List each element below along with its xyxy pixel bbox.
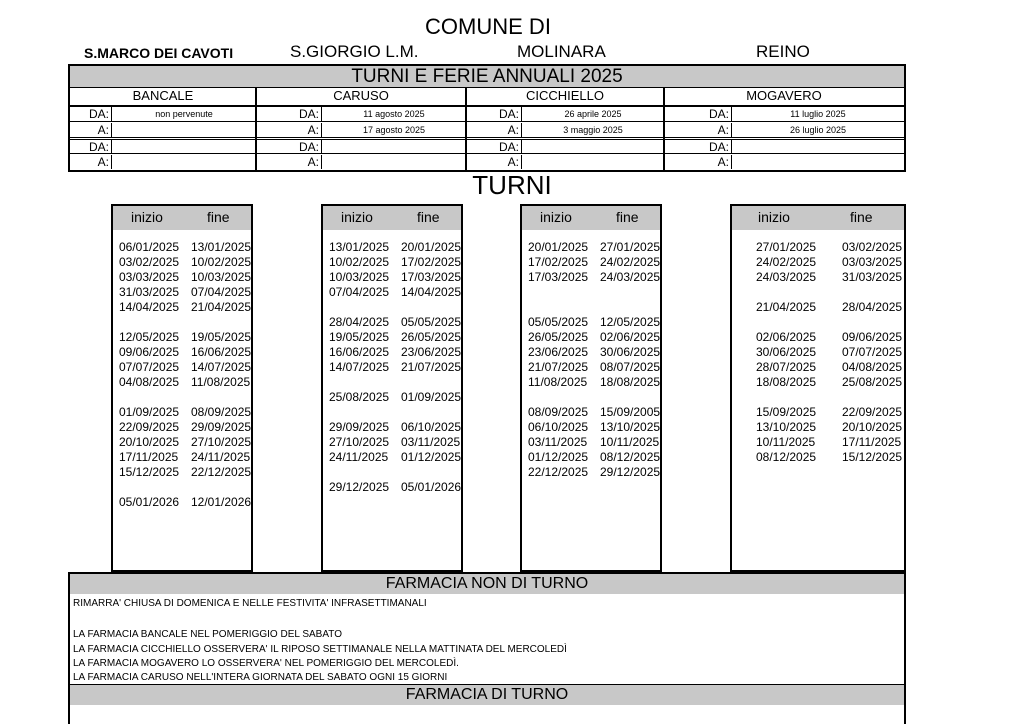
shift-end-date: 27/10/2025 — [191, 435, 252, 449]
ferie-value — [732, 140, 904, 154]
shift-start-date: 14/07/2025 — [329, 360, 390, 374]
shift-row — [732, 465, 904, 480]
shift-row — [323, 480, 461, 495]
shift-row — [522, 420, 660, 435]
shift-start-date: 26/05/2025 — [528, 330, 589, 344]
shift-row — [323, 390, 461, 405]
shift-row — [522, 255, 660, 270]
label-da: DA: — [256, 140, 322, 154]
shift-table-1 — [111, 204, 253, 572]
shift-row — [323, 240, 461, 255]
shift-row — [113, 390, 251, 405]
shift-row — [323, 495, 461, 510]
shift-start-date: 13/10/2025 — [756, 420, 817, 434]
shift-row — [113, 465, 251, 480]
shift-row — [732, 405, 904, 420]
note-line: LA FARMACIA CARUSO NELL'INTERA GIORNATA DEL SABATO OGNI 15 GIORNI — [73, 672, 448, 683]
shift-end-date: 08/12/2025 — [600, 450, 661, 464]
shift-row — [732, 420, 904, 435]
shift-row — [113, 360, 251, 375]
shift-start-date: 18/08/2025 — [756, 375, 817, 389]
shift-start-date: 21/07/2025 — [528, 360, 589, 374]
shift-start-date: 17/11/2025 — [119, 450, 179, 464]
shift-row — [732, 375, 904, 390]
town-3: MOLINARA — [517, 42, 606, 61]
shift-end-date: 14/07/2025 — [191, 360, 252, 374]
shift-row — [732, 255, 904, 270]
shift-end-date: 04/08/2025 — [842, 360, 903, 374]
column-divider — [465, 87, 467, 172]
shift-end-date: 13/01/2025 — [191, 240, 252, 254]
shift-end-date: 22/09/2025 — [842, 405, 903, 419]
shift-row — [113, 240, 251, 255]
shift-row — [732, 285, 904, 300]
note-line: RIMARRA' CHIUSA DI DOMENICA E NELLE FESTIVITA' INFRASETTIMANALI — [73, 598, 427, 609]
shift-end-date: 13/10/2025 — [600, 420, 661, 434]
shift-end-date: 22/12/2025 — [191, 465, 252, 479]
shift-end-date: 25/08/2025 — [842, 375, 903, 389]
shift-row — [522, 345, 660, 360]
note-line: LA FARMACIA CICCHIELLO OSSERVERA' IL RIPOSO SETTIMANALE NELLA MATTINATA DEL MERCOLEDÌ — [73, 644, 567, 655]
shift-row — [113, 300, 251, 315]
shift-start-date: 24/11/2025 — [329, 450, 389, 464]
label-a: A: — [70, 155, 112, 169]
shift-start-date: 13/01/2025 — [329, 240, 390, 254]
shift-row — [323, 450, 461, 465]
shift-end-date: 08/09/2025 — [191, 405, 252, 419]
ferie-value: 26 luglio 2025 — [789, 125, 847, 135]
shift-end-date: 17/11/2025 — [842, 435, 902, 449]
shift-end-date: 16/06/2025 — [191, 345, 252, 359]
shift-row — [113, 270, 251, 285]
shift-row — [113, 375, 251, 390]
shift-start-date: 23/06/2025 — [528, 345, 589, 359]
shift-end-date: 12/01/2026 — [191, 495, 252, 509]
shift-row — [113, 330, 251, 345]
shift-start-date: 10/03/2025 — [329, 270, 390, 284]
shift-start-date: 03/11/2025 — [528, 435, 588, 449]
shift-start-date: 01/09/2025 — [119, 405, 180, 419]
shift-row — [522, 465, 660, 480]
shift-row — [323, 360, 461, 375]
shift-row — [732, 495, 904, 510]
ferie-value — [322, 155, 466, 169]
shift-row — [323, 375, 461, 390]
shift-end-date: 09/06/2025 — [842, 330, 903, 344]
column-header-start: inizio — [540, 209, 572, 225]
town-1: S.MARCO DEI CAVOTI — [84, 45, 234, 61]
ferie-value: 11 agosto 2025 — [363, 109, 425, 119]
shift-row — [323, 345, 461, 360]
shift-start-date: 03/03/2025 — [119, 270, 180, 284]
label-da: DA: — [256, 107, 322, 121]
column-header-end: fine — [207, 209, 230, 225]
shift-start-date: 04/08/2025 — [119, 375, 180, 389]
shift-start-date: 29/09/2025 — [329, 420, 390, 434]
shift-table-header — [732, 206, 904, 230]
shift-start-date: 06/10/2025 — [528, 420, 589, 434]
shift-table-header — [323, 206, 461, 230]
shift-end-date: 18/08/2025 — [600, 375, 661, 389]
label-da: DA: — [466, 107, 522, 121]
label-da: DA: — [664, 107, 732, 121]
shift-end-date: 17/02/2025 — [401, 255, 462, 269]
shift-table-header — [113, 206, 251, 230]
shift-end-date: 23/06/2025 — [401, 345, 462, 359]
shift-row — [522, 315, 660, 330]
label-da: DA: — [70, 107, 112, 121]
column-divider — [663, 87, 665, 172]
shift-row — [323, 270, 461, 285]
shift-end-date: 01/12/2025 — [401, 450, 462, 464]
shift-row — [522, 300, 660, 315]
shift-row — [732, 315, 904, 330]
shift-end-date: 24/03/2025 — [600, 270, 661, 284]
shift-row — [323, 405, 461, 420]
shift-start-date: 29/12/2025 — [329, 480, 390, 494]
shift-end-date: 15/09/2005 — [600, 405, 661, 419]
column-header-start: inizio — [758, 209, 790, 225]
ferie-value — [732, 155, 904, 169]
shift-row — [522, 360, 660, 375]
shift-row — [522, 270, 660, 285]
shift-start-date: 27/01/2025 — [756, 240, 817, 254]
shift-row — [522, 405, 660, 420]
shift-row — [113, 480, 251, 495]
shift-end-date: 05/01/2026 — [401, 480, 462, 494]
shift-end-date: 10/02/2025 — [191, 255, 252, 269]
column-header-end: fine — [850, 209, 873, 225]
shift-row — [522, 330, 660, 345]
shift-row — [323, 300, 461, 315]
shift-row — [522, 390, 660, 405]
pharmacy-name: MOGAVERO — [746, 88, 822, 103]
shift-start-date: 22/09/2025 — [119, 420, 180, 434]
turni-title: TURNI — [472, 170, 552, 200]
shift-end-date: 11/08/2025 — [191, 375, 251, 389]
shift-row — [522, 495, 660, 510]
shift-end-date: 01/09/2025 — [401, 390, 462, 404]
non-turno-title: FARMACIA NON DI TURNO — [70, 574, 904, 594]
shift-end-date: 27/01/2025 — [600, 240, 661, 254]
shift-row — [113, 255, 251, 270]
ferie-table — [68, 64, 906, 172]
shift-start-date: 30/06/2025 — [756, 345, 817, 359]
shift-row — [522, 240, 660, 255]
page-title: COMUNE DI — [425, 14, 551, 39]
shift-start-date: 17/03/2025 — [528, 270, 589, 284]
ferie-value: 26 aprile 2025 — [564, 109, 622, 119]
label-a: A: — [256, 123, 322, 137]
shift-end-date: 03/02/2025 — [842, 240, 903, 254]
shift-row — [522, 285, 660, 300]
shift-start-date: 20/01/2025 — [528, 240, 589, 254]
label-a: A: — [466, 123, 522, 137]
shift-end-date: 03/03/2025 — [842, 255, 903, 269]
column-header-start: inizio — [131, 209, 163, 225]
shift-end-date: 12/05/2025 — [600, 315, 661, 329]
ferie-header-row — [70, 87, 904, 107]
label-a: A: — [466, 155, 522, 169]
shift-table-header — [522, 206, 660, 230]
shift-row — [732, 300, 904, 315]
town-2: S.GIORGIO L.M. — [290, 42, 419, 61]
shift-row — [113, 315, 251, 330]
ferie-value: 11 luglio 2025 — [790, 109, 846, 119]
shift-end-date: 08/07/2025 — [600, 360, 661, 374]
label-da: DA: — [466, 140, 522, 154]
shift-start-date: 05/05/2025 — [528, 315, 589, 329]
ferie-value — [112, 123, 256, 137]
shift-row — [522, 450, 660, 465]
shift-row — [113, 405, 251, 420]
shift-end-date: 31/03/2025 — [842, 270, 903, 284]
shift-row — [732, 480, 904, 495]
label-a: A: — [664, 155, 732, 169]
shift-start-date: 05/01/2026 — [119, 495, 180, 509]
shift-row — [522, 435, 660, 450]
shift-row — [323, 315, 461, 330]
shift-end-date: 14/04/2025 — [401, 285, 462, 299]
ferie-title: TURNI E FERIE ANNUALI 2025 — [70, 66, 904, 88]
shift-row — [113, 435, 251, 450]
shift-row — [732, 450, 904, 465]
shift-row — [323, 420, 461, 435]
shift-start-date: 19/05/2025 — [329, 330, 390, 344]
shift-row — [732, 240, 904, 255]
shift-row — [323, 285, 461, 300]
shift-start-date: 07/04/2025 — [329, 285, 390, 299]
shift-row — [113, 420, 251, 435]
shift-table-2 — [321, 204, 463, 572]
di-turno-title: FARMACIA DI TURNO — [70, 685, 904, 705]
shift-row — [113, 345, 251, 360]
column-header-start: inizio — [341, 209, 373, 225]
shift-start-date: 02/06/2025 — [756, 330, 817, 344]
shift-row — [732, 330, 904, 345]
ferie-value: 17 agosto 2025 — [362, 125, 426, 135]
shift-end-date: 17/03/2025 — [401, 270, 462, 284]
shift-start-date: 08/09/2025 — [528, 405, 589, 419]
shift-row — [323, 465, 461, 480]
shift-end-date: 26/05/2025 — [401, 330, 462, 344]
shift-row — [732, 270, 904, 285]
shift-end-date: 24/02/2025 — [600, 255, 661, 269]
shift-table-3 — [520, 204, 662, 572]
shift-row — [732, 360, 904, 375]
pharmacy-name: CARUSO — [333, 88, 389, 103]
ferie-value — [322, 140, 466, 154]
ferie-row-da2 — [70, 139, 904, 154]
shift-start-date: 20/10/2025 — [119, 435, 180, 449]
shift-end-date: 03/11/2025 — [401, 435, 461, 449]
shift-row — [323, 330, 461, 345]
ferie-value — [522, 155, 664, 169]
ferie-value — [112, 155, 256, 169]
shift-end-date: 29/12/2025 — [600, 465, 661, 479]
shift-end-date: 15/12/2025 — [842, 450, 903, 464]
shift-end-date: 21/04/2025 — [191, 300, 252, 314]
shift-start-date: 01/12/2025 — [528, 450, 589, 464]
shift-start-date: 12/05/2025 — [119, 330, 180, 344]
ferie-value — [522, 140, 664, 154]
shift-row — [323, 255, 461, 270]
shift-start-date: 31/03/2025 — [119, 285, 180, 299]
ferie-row-a2 — [70, 155, 904, 170]
ferie-value: non pervenute — [155, 109, 213, 119]
pharmacy-name: BANCALE — [132, 88, 194, 103]
shift-start-date: 24/03/2025 — [756, 270, 817, 284]
shift-start-date: 09/06/2025 — [119, 345, 180, 359]
notes-section — [68, 572, 906, 724]
shift-start-date: 15/12/2025 — [119, 465, 180, 479]
shift-end-date: 20/10/2025 — [842, 420, 903, 434]
shift-end-date: 29/09/2025 — [191, 420, 252, 434]
ferie-row-a1 — [70, 123, 904, 138]
shift-start-date: 14/04/2025 — [119, 300, 180, 314]
shift-end-date: 05/05/2025 — [401, 315, 462, 329]
shift-start-date: 22/12/2025 — [528, 465, 589, 479]
label-a: A: — [664, 123, 732, 137]
shift-row — [113, 495, 251, 510]
shift-start-date: 06/01/2025 — [119, 240, 180, 254]
shift-start-date: 21/04/2025 — [756, 300, 817, 314]
label-da: DA: — [664, 140, 732, 154]
shift-row — [113, 285, 251, 300]
shift-end-date: 21/07/2025 — [401, 360, 462, 374]
pharmacy-name: CICCHIELLO — [525, 88, 605, 103]
shift-end-date: 06/10/2025 — [401, 420, 462, 434]
ferie-value — [112, 140, 256, 154]
shift-row — [732, 435, 904, 450]
shift-end-date: 07/07/2025 — [842, 345, 903, 359]
label-a: A: — [256, 155, 322, 169]
shift-start-date: 10/02/2025 — [329, 255, 390, 269]
column-divider — [255, 87, 257, 172]
shift-row — [732, 345, 904, 360]
shift-end-date: 24/11/2025 — [191, 450, 251, 464]
shift-start-date: 24/02/2025 — [756, 255, 817, 269]
column-header-end: fine — [417, 209, 440, 225]
town-4: REINO — [756, 42, 810, 61]
shift-end-date: 10/03/2025 — [191, 270, 252, 284]
shift-end-date: 28/04/2025 — [842, 300, 903, 314]
shift-table-4 — [730, 204, 906, 572]
shift-row — [113, 450, 251, 465]
shift-row — [732, 390, 904, 405]
note-line: LA FARMACIA BANCALE NEL POMERIGGIO DEL SABATO — [73, 629, 342, 640]
shift-start-date: 25/08/2025 — [329, 390, 390, 404]
shift-start-date: 11/08/2025 — [528, 375, 588, 389]
shift-end-date: 19/05/2025 — [191, 330, 252, 344]
shift-row — [522, 480, 660, 495]
shift-end-date: 07/04/2025 — [191, 285, 252, 299]
shift-end-date: 10/11/2025 — [600, 435, 660, 449]
ferie-value: 3 maggio 2025 — [563, 125, 623, 135]
label-da: DA: — [70, 140, 112, 154]
shift-start-date: 15/09/2025 — [756, 405, 817, 419]
shift-end-date: 02/06/2025 — [600, 330, 661, 344]
shift-row — [323, 435, 461, 450]
shift-start-date: 17/02/2025 — [528, 255, 589, 269]
shift-row — [522, 375, 660, 390]
note-line: LA FARMACIA MOGAVERO LO OSSERVERA' NEL POMERIGGIO DEL MERCOLEDÌ. — [73, 658, 459, 669]
shift-start-date: 28/04/2025 — [329, 315, 390, 329]
shift-start-date: 16/06/2025 — [329, 345, 390, 359]
column-header-end: fine — [616, 209, 639, 225]
shift-start-date: 28/07/2025 — [756, 360, 817, 374]
shift-start-date: 08/12/2025 — [756, 450, 817, 464]
ferie-row-da1 — [70, 107, 904, 122]
shift-start-date: 03/02/2025 — [119, 255, 180, 269]
shift-start-date: 27/10/2025 — [329, 435, 390, 449]
shift-start-date: 10/11/2025 — [756, 435, 816, 449]
shift-end-date: 30/06/2025 — [600, 345, 661, 359]
shift-end-date: 20/01/2025 — [401, 240, 462, 254]
shift-start-date: 07/07/2025 — [119, 360, 180, 374]
label-a: A: — [70, 123, 112, 137]
